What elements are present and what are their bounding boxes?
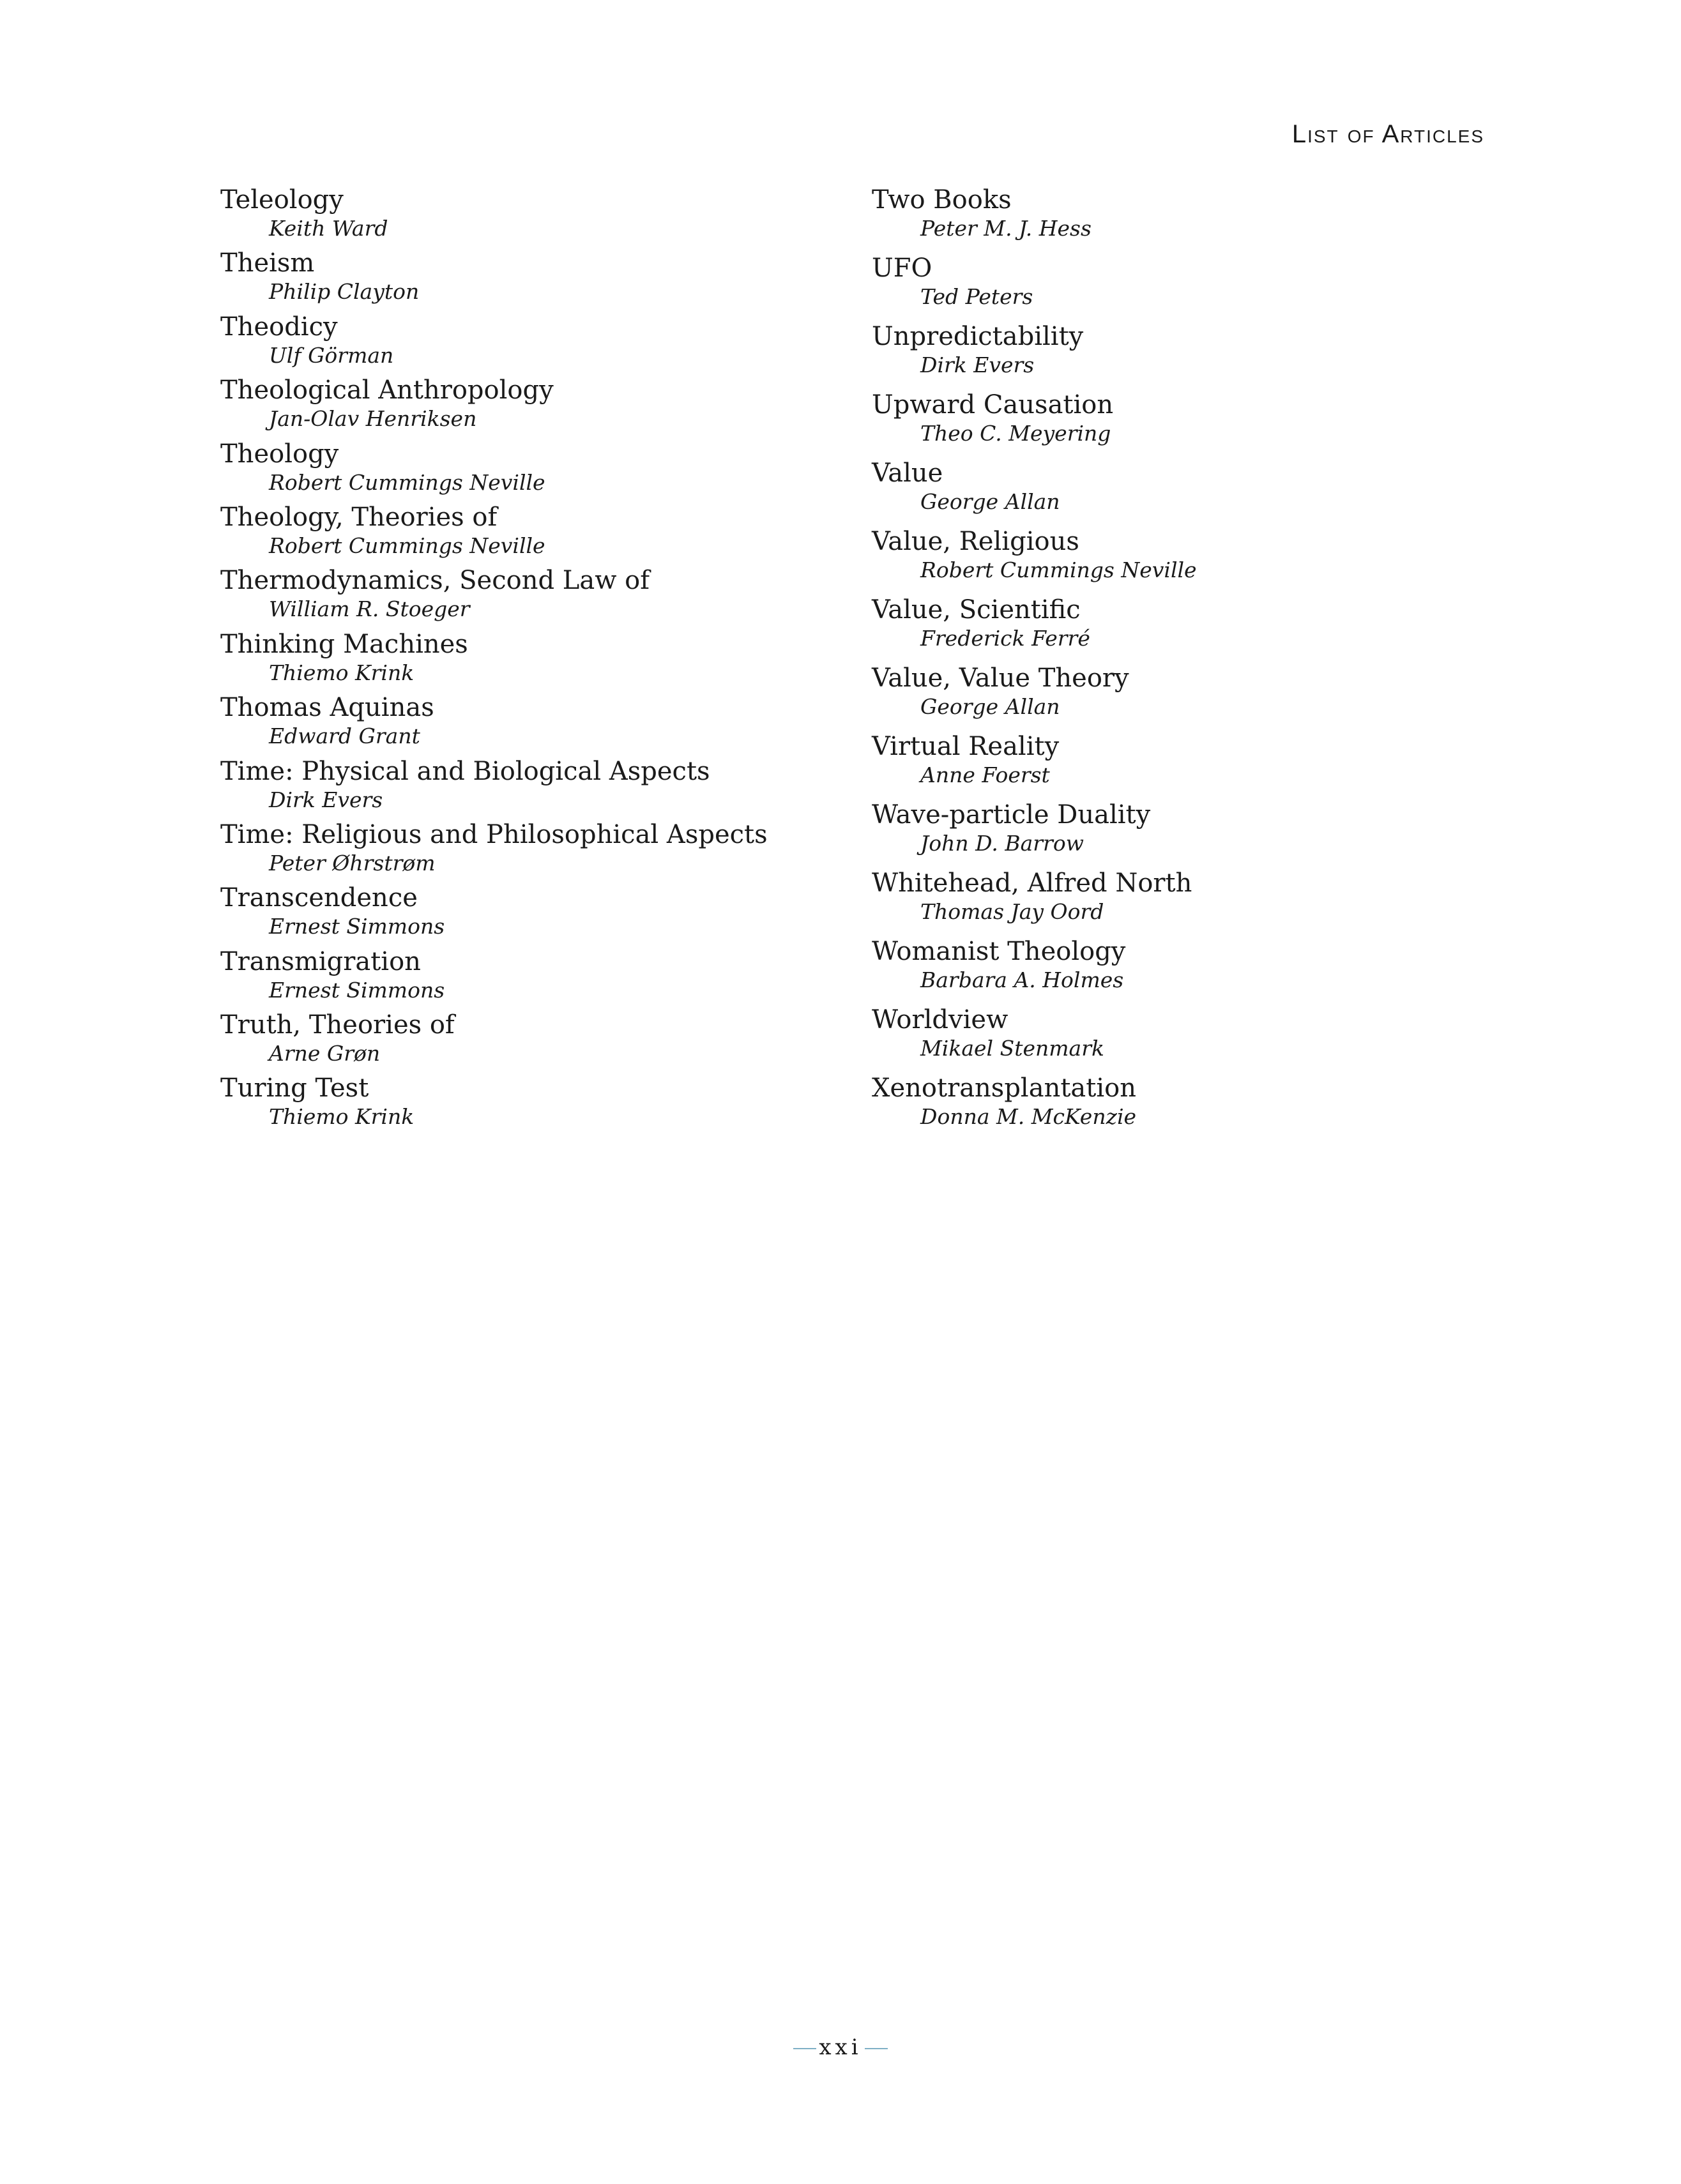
article-entry bbox=[220, 375, 768, 439]
right-column bbox=[872, 185, 1197, 1142]
article-title: Whitehead, Alfred North bbox=[872, 868, 1192, 898]
article-title: Virtual Reality bbox=[872, 732, 1060, 761]
article-title: Value, Value Theory bbox=[872, 664, 1129, 693]
article-title: Unpredictability bbox=[872, 322, 1084, 351]
article-author: Edward Grant bbox=[269, 724, 420, 749]
article-title: Worldview bbox=[872, 1005, 1008, 1035]
article-author: Thiemo Krink bbox=[269, 1104, 415, 1130]
article-title: Wave-particle Duality bbox=[872, 800, 1151, 830]
article-author: Thiemo Krink bbox=[269, 660, 415, 685]
article-author: Dirk Evers bbox=[269, 787, 383, 812]
article-entry bbox=[220, 248, 768, 312]
article-title: Theology, Theories of bbox=[220, 502, 498, 532]
article-title: Thinking Machines bbox=[220, 629, 468, 659]
article-title: Turing Test bbox=[220, 1073, 369, 1103]
article-title: Value bbox=[872, 459, 943, 488]
article-entry bbox=[872, 937, 1197, 1005]
article-entry bbox=[872, 664, 1197, 732]
article-title: Upward Causation bbox=[872, 390, 1114, 420]
running-head: List of Articles bbox=[1291, 120, 1484, 148]
article-title: Teleology bbox=[220, 185, 344, 215]
article-title: Xenotransplantation bbox=[872, 1073, 1136, 1103]
article-title: Time: Religious and Philosophical Aspects bbox=[220, 819, 768, 849]
article-entry bbox=[872, 595, 1197, 664]
article-author: Theo C. Meyering bbox=[920, 421, 1111, 446]
folio-dash-left bbox=[793, 2048, 816, 2049]
article-title: Womanist Theology bbox=[872, 937, 1126, 966]
left-column bbox=[220, 185, 768, 1137]
article-author: Ernest Simmons bbox=[269, 914, 445, 939]
article-author: Jan-Olav Henriksen bbox=[269, 406, 477, 432]
article-author: Philip Clayton bbox=[269, 279, 420, 305]
article-title: Truth, Theories of bbox=[220, 1010, 455, 1040]
article-author: Peter Øhrstrøm bbox=[269, 850, 436, 876]
article-entry bbox=[220, 947, 768, 1010]
page-number-text: xxi bbox=[819, 2035, 862, 2060]
article-author: Frederick Ferré bbox=[920, 626, 1090, 651]
article-entry bbox=[220, 1010, 768, 1073]
article-entry bbox=[220, 439, 768, 503]
page-number bbox=[0, 2035, 1681, 2060]
article-entry bbox=[220, 693, 768, 756]
article-author: Dirk Evers bbox=[920, 353, 1035, 377]
article-title: Theology bbox=[220, 439, 339, 469]
article-title: Two Books bbox=[872, 185, 1012, 215]
article-title: Thermodynamics, Second Law of bbox=[220, 566, 650, 596]
article-entry bbox=[220, 566, 768, 629]
article-author: Robert Cummings Neville bbox=[269, 469, 545, 495]
article-author: Arne Grøn bbox=[269, 1041, 381, 1066]
article-entry bbox=[220, 757, 768, 820]
article-entry bbox=[872, 527, 1197, 595]
article-title: Value, Religious bbox=[872, 527, 1079, 556]
article-title: Value, Scientific bbox=[872, 595, 1081, 625]
article-author: William R. Stoeger bbox=[269, 596, 470, 622]
article-entry bbox=[220, 1073, 768, 1137]
article-author: Mikael Stenmark bbox=[920, 1036, 1104, 1061]
article-author: Thomas Jay Oord bbox=[920, 899, 1104, 924]
article-title: Transmigration bbox=[220, 946, 421, 976]
article-author: John D. Barrow bbox=[920, 831, 1084, 856]
article-author: George Allan bbox=[920, 489, 1060, 514]
folio-dash-right bbox=[865, 2048, 888, 2049]
article-entry bbox=[220, 630, 768, 693]
article-title: Time: Physical and Biological Aspects bbox=[220, 756, 710, 786]
article-author: Peter M. J. Hess bbox=[920, 216, 1092, 241]
article-entry bbox=[872, 800, 1197, 868]
article-author: Robert Cummings Neville bbox=[920, 557, 1197, 582]
article-title: Thomas Aquinas bbox=[220, 693, 434, 723]
article-entry bbox=[872, 459, 1197, 527]
article-author: Ulf Görman bbox=[269, 342, 394, 368]
article-entry bbox=[220, 503, 768, 566]
article-entry bbox=[872, 322, 1197, 390]
article-entry bbox=[220, 312, 768, 375]
article-entry bbox=[872, 1073, 1197, 1142]
article-entry bbox=[872, 868, 1197, 937]
article-author: Donna M. McKenzie bbox=[920, 1104, 1137, 1129]
article-entry bbox=[872, 732, 1197, 800]
article-title: UFO bbox=[872, 254, 932, 283]
article-author: Keith Ward bbox=[269, 216, 388, 241]
article-entry bbox=[872, 254, 1197, 322]
article-author: Barbara A. Holmes bbox=[920, 967, 1124, 992]
article-entry bbox=[872, 185, 1197, 254]
article-title: Transcendence bbox=[220, 883, 418, 913]
article-author: Ernest Simmons bbox=[269, 977, 445, 1003]
article-author: Robert Cummings Neville bbox=[269, 533, 545, 558]
article-title: Theodicy bbox=[220, 312, 338, 342]
article-title: Theological Anthropology bbox=[220, 375, 554, 406]
article-entry bbox=[872, 390, 1197, 459]
article-title: Theism bbox=[220, 248, 315, 278]
article-entry bbox=[220, 820, 768, 883]
article-entry bbox=[220, 185, 768, 248]
article-author: Ted Peters bbox=[920, 284, 1033, 309]
article-author: Anne Foerst bbox=[920, 762, 1050, 787]
article-author: George Allan bbox=[920, 694, 1060, 719]
article-entry bbox=[220, 883, 768, 946]
article-entry bbox=[872, 1005, 1197, 1073]
